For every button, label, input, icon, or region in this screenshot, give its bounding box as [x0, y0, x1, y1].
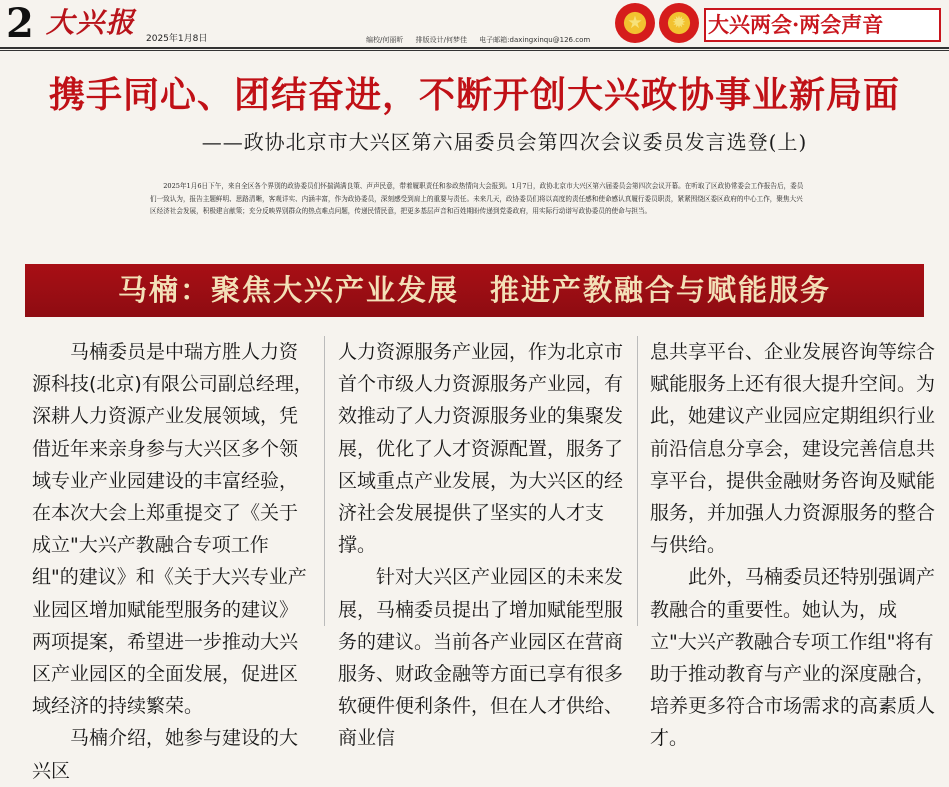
header-divider	[0, 47, 949, 49]
column-divider	[324, 336, 325, 626]
page-number: 2	[6, 0, 34, 47]
issue-date: 2025年1月8日	[146, 34, 208, 44]
article-intro: 2025年1月6日下午，来自全区各个界别的政协委员们怀揣满满良策、声声民意，带着履职责任和参政热情向大会报到。1月7日，政协北京市大兴区第六届委员会第四次会议开幕。在听取了区政协常委会工作报告后，委员们一致认为，报告主题鲜明、思路清晰，客观详实、内涵丰富，作为政协委员，深刻感受到肩上的重要与责任。未来几天，政协委员们将以高度的责任感和使命感认真履行委员职责，紧紧围绕区委区政府的中心工作，聚焦大兴区经济社会发展，积极建言献策；充分反映界别群众的热点难点问题，传递民情民意，把更多基层声音和百姓期盼传递到党委政府，用实际行动谱写政协委员的使命与担当。	[150, 182, 804, 215]
section-label-box	[704, 8, 941, 42]
body-column-1	[32, 336, 314, 787]
cppcc-emblem-icon: ✹	[659, 3, 699, 43]
body-paragraph: 马楠介绍，她参与建设的大兴区	[32, 727, 299, 782]
body-column-3	[650, 336, 940, 755]
body-paragraph: 此外，马楠委员还特别强调产教融合的重要性。她认为，成立"大兴产教融合专项工作组"将有助于推动教育与产业的深度融合，培养更多符合市场需求的高素质人才。	[650, 566, 936, 750]
email-credit: 电子邮箱:daxingxinqu@126.com	[479, 36, 591, 44]
layout-credit: 排版设计/何梦佳	[415, 36, 467, 44]
editor-credit: 编校/何丽昕	[366, 36, 404, 44]
article-subheadline: ——政协北京市大兴区第六届委员会第四次会议委员发言选登(上)	[201, 130, 808, 154]
newspaper-masthead: 大兴报	[46, 6, 137, 39]
body-paragraph: 人力资源服务产业园，作为北京市首个市级人力资源服务产业园，有效推动了人力资源服务业的集聚发展，优化了人才资源配置，服务了区域重点产业发展，为大兴区的经济社会发展提供了坚实的人才支撑。	[338, 341, 624, 557]
feature-banner	[25, 264, 924, 317]
editor-credits	[366, 35, 600, 45]
body-paragraph: 马楠委员是中瑞方胜人力资源科技(北京)有限公司副总经理，深耕人力资源产业发展领域，凭借近年来亲身参与大兴区多个领域专业产业园建设的丰富经验，在本次大会上郑重提交了《关于成立"大兴产教融合专项工作组"的建议》和《关于大兴专业产业园区增加赋能型服务的建议》两项提案，希望进一步推动大兴区产业园区的全面发展，促进区域经济的持续繁荣。	[32, 341, 313, 718]
body-column-2	[338, 336, 624, 755]
feature-banner-title: 马楠：聚焦大兴产业发展 推进产教融合与赋能服务	[117, 273, 831, 307]
section-label: 大兴两会·两会声音	[708, 12, 884, 37]
column-divider	[637, 336, 638, 626]
body-paragraph: 针对大兴区产业园区的未来发展，马楠委员提出了增加赋能型服务的建议。当前各产业园区在营商服务、财政金融等方面已享有很多软硬件便利条件，但在人才供给、商业信	[338, 566, 624, 750]
header-divider-thin	[0, 50, 949, 51]
body-paragraph: 息共享平台、企业发展咨询等综合赋能服务上还有很大提升空间。为此，她建议产业园应定期组织行业前沿信息分享会，建设完善信息共享平台，提供金融财务咨询及赋能服务，并加强人力资源服务的整合与供给。	[650, 341, 936, 557]
national-emblem-icon: ★	[615, 3, 655, 43]
article-headline: 携手同心、团结奋进，不断开创大兴政协事业新局面	[48, 75, 900, 116]
